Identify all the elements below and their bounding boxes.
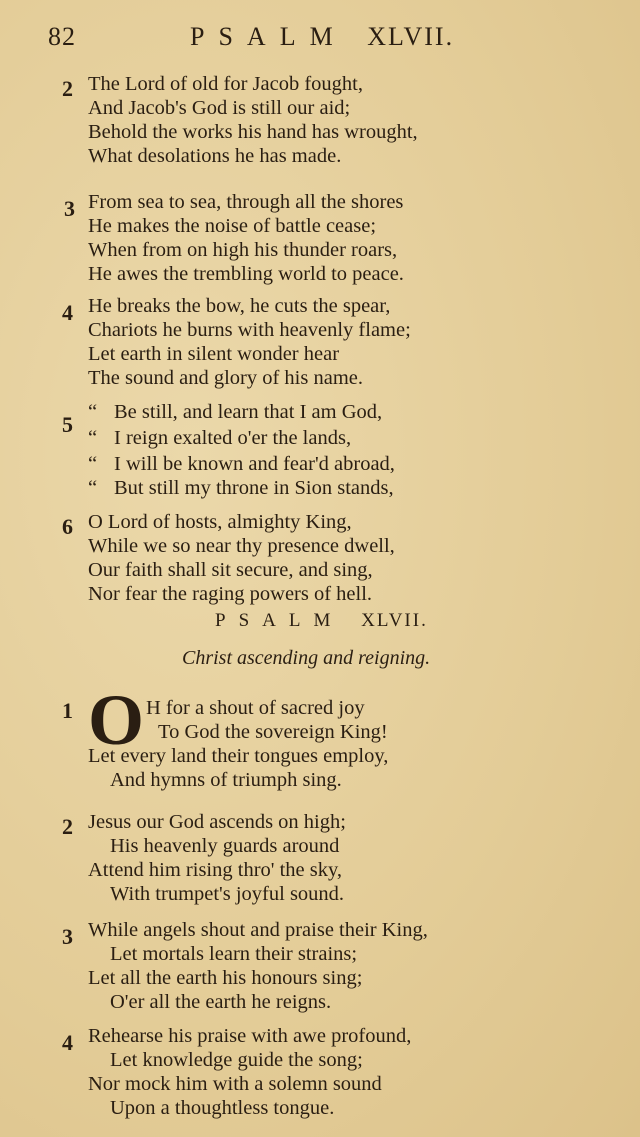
running-head <box>190 22 454 52</box>
verse-line: Our faith shall sit secure, and sing, <box>88 559 373 581</box>
verse-line: H for a shout of sacred joy <box>146 697 365 719</box>
verse-line: With trumpet's joyful sound. <box>110 883 345 905</box>
verse-line: Nor mock him with a solemn sound <box>88 1073 382 1095</box>
verse-line: When from on high his thunder roars, <box>88 239 398 261</box>
verse-line: From sea to sea, through all the shores <box>88 191 404 213</box>
running-title: PSALM <box>190 22 347 51</box>
verse-line: Rehearse his praise with awe profound, <box>88 1025 412 1047</box>
verse-line: While angels shout and praise their King, <box>88 919 428 941</box>
stanza-number: 4 <box>62 1030 73 1055</box>
stanza-number: 2 <box>62 76 73 101</box>
verse-line: O Lord of hosts, almighty King, <box>88 511 352 533</box>
verse-line: Let earth in silent wonder hear <box>88 343 340 365</box>
drop-cap: O <box>88 680 145 760</box>
quote-mark: “ <box>88 401 98 423</box>
stanza-number: 3 <box>62 924 73 949</box>
verse-line: Let knowledge guide the song; <box>110 1049 363 1071</box>
verse-line: “ But still my throne in Sion stands, <box>88 477 394 499</box>
verse-line: “ I will be known and fear'd abroad, <box>88 453 395 475</box>
stanza-number: 1 <box>62 698 73 723</box>
verse-line: Let all the earth his honours sing; <box>88 967 363 989</box>
stanza-number: 4 <box>62 300 73 325</box>
verse-line: He makes the noise of battle cease; <box>88 215 377 237</box>
stanza-number: 2 <box>62 814 73 839</box>
quote-mark: “ <box>88 453 98 475</box>
verse-line: And Jacob's God is still our aid; <box>88 97 351 119</box>
verse-line: The Lord of old for Jacob fought, <box>88 73 363 95</box>
psalm-subtitle: Christ ascending and reigning. <box>182 647 431 669</box>
verse-line: Let every land their tongues employ, <box>88 745 389 767</box>
page-number: 82 <box>48 22 76 51</box>
stanza-number: 5 <box>62 412 73 437</box>
verse-line: He awes the trembling world to peace. <box>88 263 404 285</box>
verse-line: Behold the works his hand has wrought, <box>88 121 418 143</box>
verse-line: “ I reign exalted o'er the lands, <box>88 427 352 449</box>
stanza-number: 3 <box>64 196 75 221</box>
quote-mark: “ <box>88 427 98 449</box>
verse-line: The sound and glory of his name. <box>88 367 363 389</box>
verse-line: His heavenly guards around <box>110 835 340 857</box>
verse-line: O'er all the earth he reigns. <box>110 991 332 1013</box>
psalm-title: PSALM XLVII. <box>215 610 428 631</box>
verse-line: While we so near thy presence dwell, <box>88 535 395 557</box>
quote-mark: “ <box>88 477 98 499</box>
verse-line: Upon a thoughtless tongue. <box>110 1097 335 1119</box>
stanza-number: 6 <box>62 514 73 539</box>
verse-line: Chariots he burns with heavenly flame; <box>88 319 411 341</box>
page-header <box>48 22 498 56</box>
verse-line: Nor fear the raging powers of hell. <box>88 583 373 605</box>
verse-line: He breaks the bow, he cuts the spear, <box>88 295 391 317</box>
verse-line: And hymns of triumph sing. <box>110 769 342 791</box>
verse-line: Jesus our God ascends on high; <box>88 811 346 833</box>
verse-line: To God the sovereign King! <box>158 721 388 743</box>
running-number: XLVII. <box>367 22 455 51</box>
verse-line: Let mortals learn their strains; <box>110 943 358 965</box>
verse-line: Attend him rising thro' the sky, <box>88 859 343 881</box>
verse-line: What desolations he has made. <box>88 145 342 167</box>
verse-line: “ Be still, and learn that I am God, <box>88 401 383 423</box>
